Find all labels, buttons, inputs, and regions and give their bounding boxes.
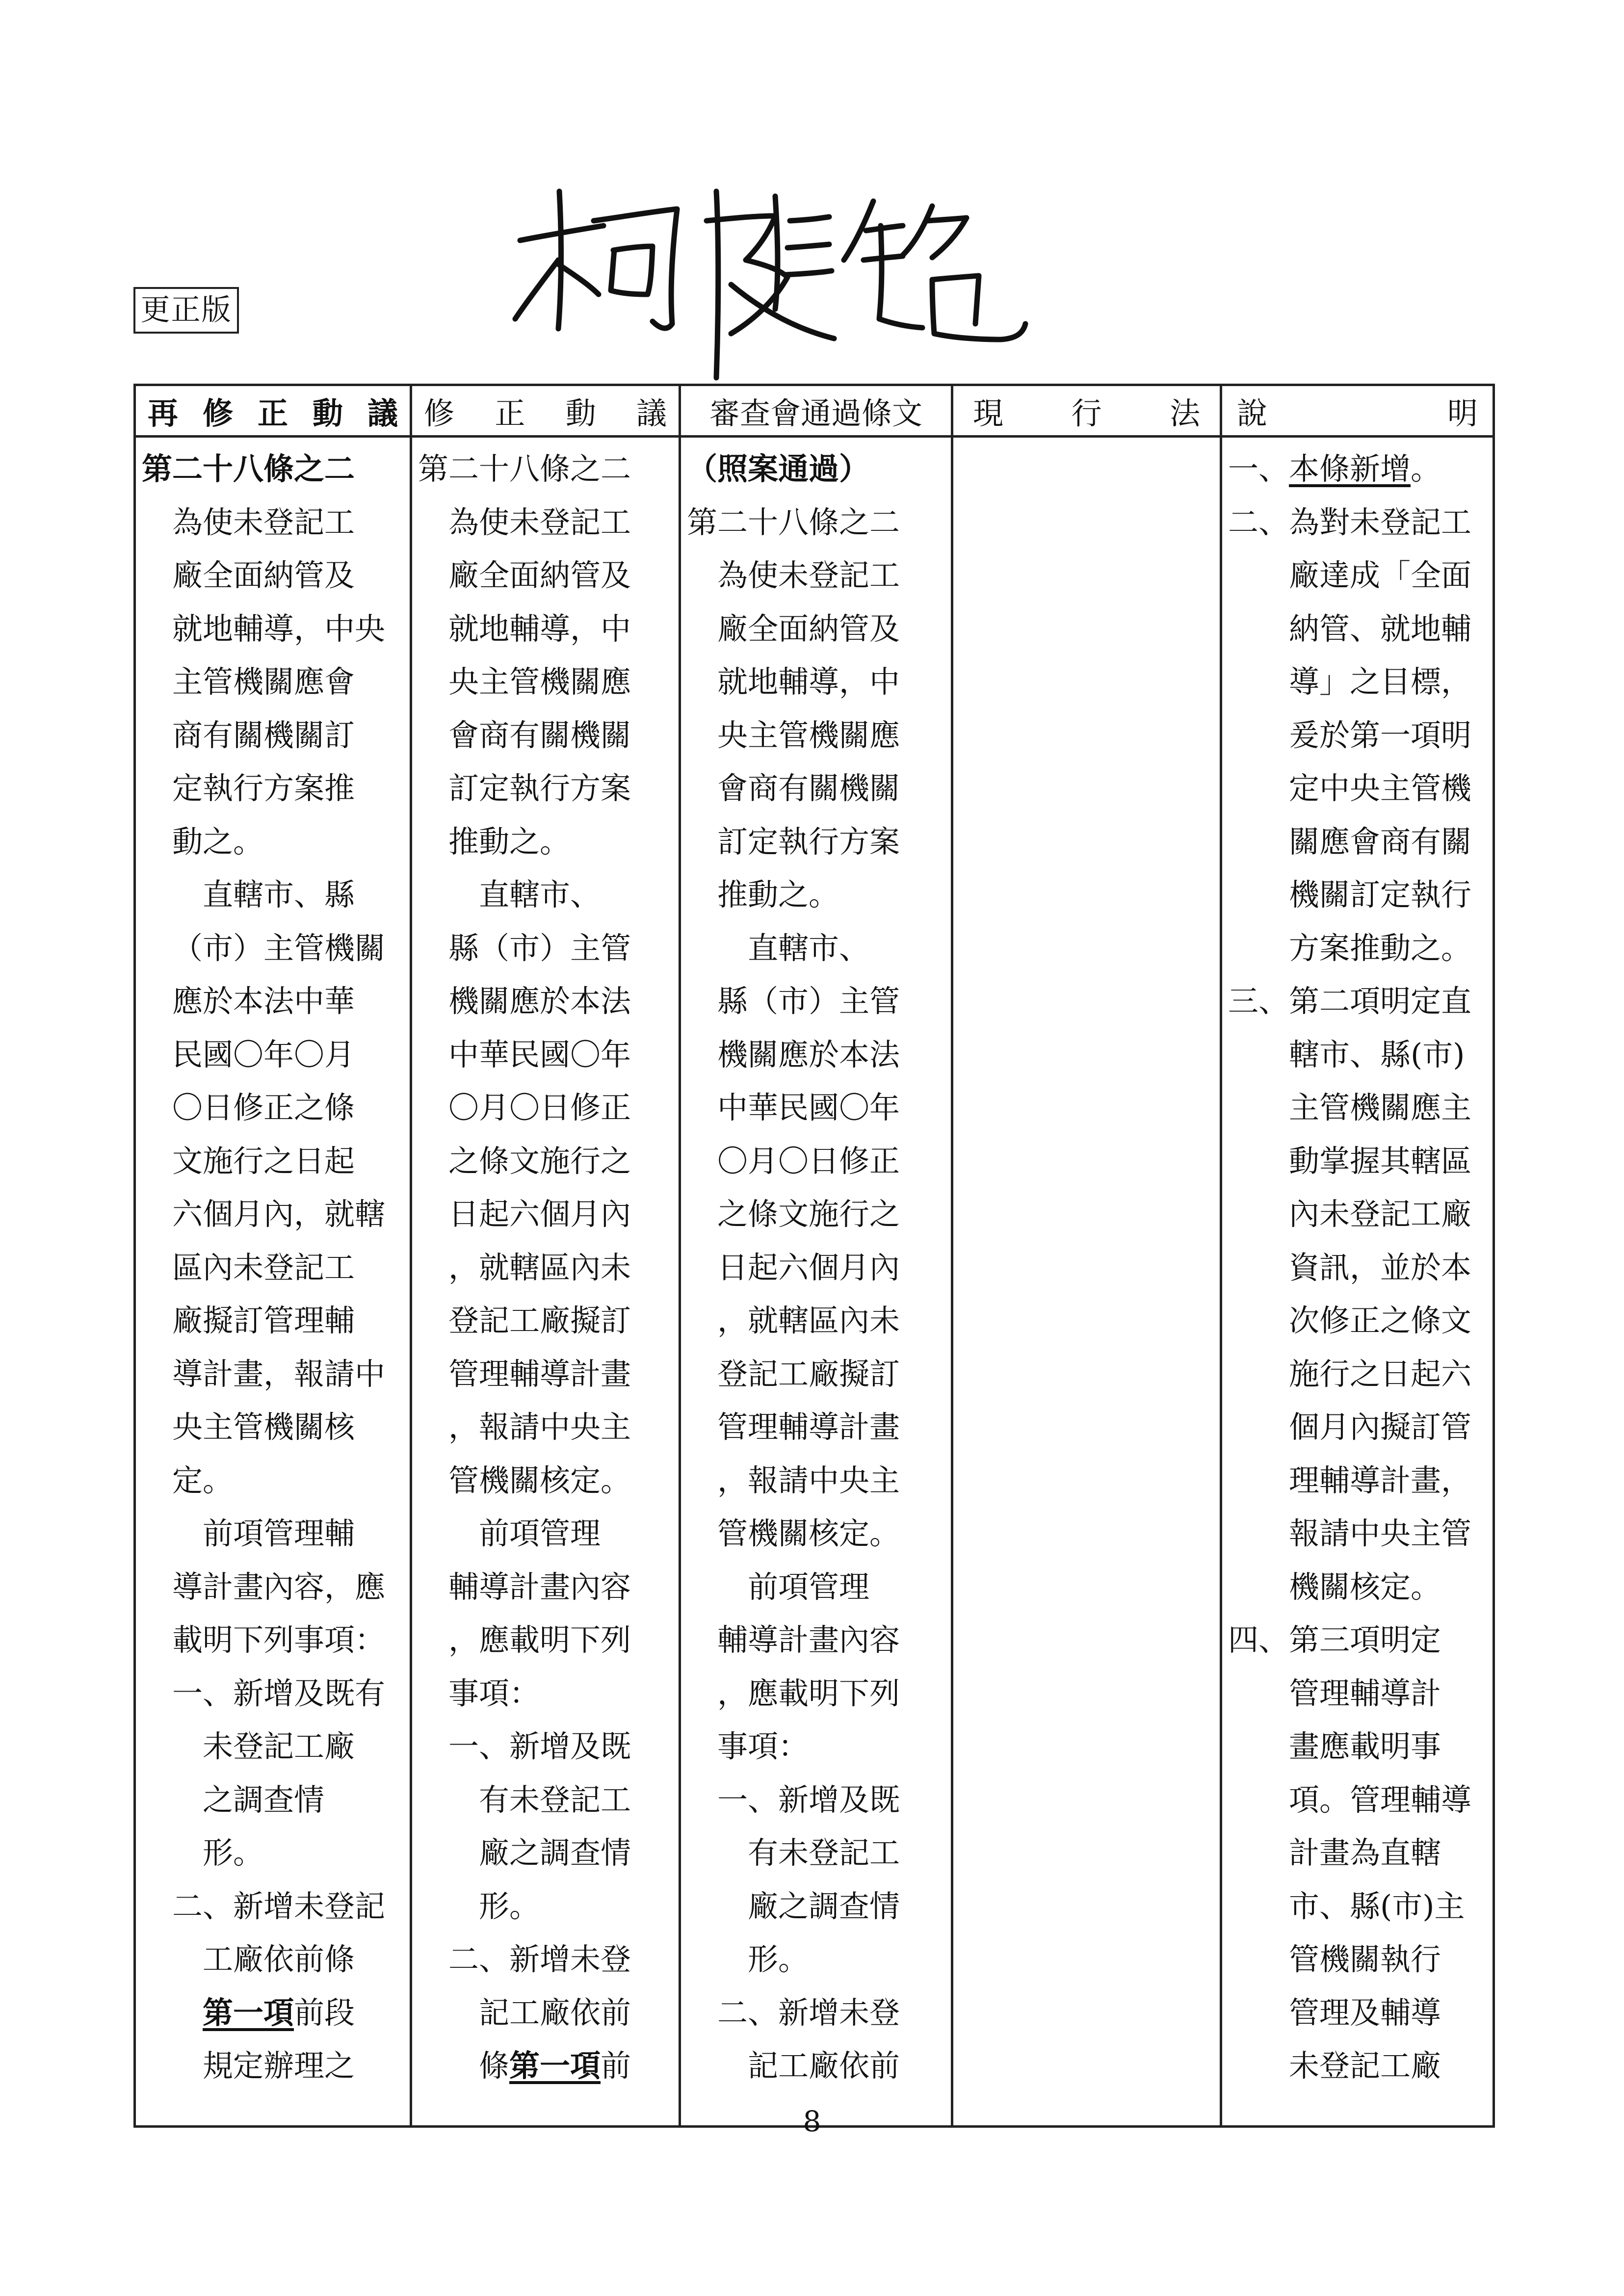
emphasis-first-item: 第一項 [509,2048,601,2084]
explanation-cell: 一、本條新增。 二、為對未登記工 廠達成「全面 納管、就地輔 導」之目標， 爰於第一項明 定中央主管機 關應會商有關 機關訂定執行 方案推動之。 三、第二項明定直 轄市、縣(市) 主管機關應主 動掌握其轄區 內未登記工廠 資訊，並於本 次修正之條文 施行之日起六 個月內擬訂管 理輔導計畫， 報請中央主管 機關核定。 四、第三項明定 管理輔導計 畫應載明事 項。管理輔導 計畫為直轄 市、縣(市)主 管機關執行 管理及輔導 未登記工廠 [1221,437,1494,2127]
article-title: 第二十八條之二 [142,451,355,487]
committee-text-cell: （照案通過） 第二十八條之二 為使未登記工 廠全面納管及 就地輔導，中 央主管機關應 會商有關機關 訂定執行方案 推動之。 直轄市、 縣（市）主管 機關應於本法 中華民國〇年 〇月〇日修正 之條文施行之 日起六個月內 ，就轄區內未 登記工廠擬訂 管理輔導計畫 ，報請中央主 管機關核定。 前項管理 輔導計畫內容 ，應載明下列 事項： 一、新增及既 有未登記工 廠之調查情 形。 二、新增未登 記工廠依前 [680,437,952,2127]
comparison-table [133,384,1495,2128]
header-char: 修 [424,395,455,431]
re-amendment-cell: 第二十八條之二 為使未登記工 廠全面納管及 就地輔導，中央 主管機關應會 商有關機關訂 定執行方案推 動之。 直轄市、縣 （市）主管機關 應於本法中華 民國〇年〇月 〇日修正之條 文施行之日起 六個月內，就轄 區內未登記工 廠擬訂管理輔 導計畫，報請中 央主管機關核 定。 前項管理輔 導計畫內容，應 載明下列事項： 一、新增及既有 未登記工廠 之調查情 形。 二、新增未登記 工廠依前條 第一項前段 規定辦理之 [135,437,411,2127]
current-law-cell [952,437,1221,2127]
correction-stamp: 更正版 [133,287,239,334]
header-amendment [411,385,680,437]
header-char: 議 [367,395,398,431]
header-current-law [952,385,1221,437]
header-char: 正 [495,395,525,431]
header-char: 動 [312,395,343,431]
header-char: 議 [636,395,667,431]
header-char: 法 [1169,395,1200,431]
header-char: 再 [148,395,179,431]
header-char: 現 [973,395,1004,431]
amendment-cell: 第二十八條之二 為使未登記工 廠全面納管及 就地輔導，中 央主管機關應 會商有關機關 訂定執行方案 推動之。 直轄市、 縣（市）主管 機關應於本法 中華民國〇年 〇月〇日修正 之條文施行之 日起六個月內 ，就轄區內未 登記工廠擬訂 管理輔導計畫 ，報請中央主 管機關核定。 前項管理 輔導計畫內容 ，應載明下列 事項： 一、新增及既 有未登記工 廠之調查情 形。 二、新增未登 記工廠依前 條第一項前 [411,437,680,2127]
emphasis-first-item: 第一項 [203,1994,294,2031]
table-body-row [135,437,1494,2127]
header-char: 正 [257,395,288,431]
header-committee-text: 審查會通過條文 [680,385,952,437]
table-header-row [135,385,1494,437]
header-char: 動 [565,395,596,431]
new-article-note: 本條新增 [1289,451,1411,487]
header-char: 行 [1071,395,1102,431]
passed-as-is-note: （照案通過） [687,451,870,487]
handwritten-signature [500,162,1030,397]
header-char: 修 [202,395,233,431]
page-number: 8 [803,2105,821,2138]
header-char: 說 [1237,395,1268,431]
header-char: 明 [1447,395,1478,431]
header-re-amendment [135,385,411,437]
header-explanation [1221,385,1494,437]
